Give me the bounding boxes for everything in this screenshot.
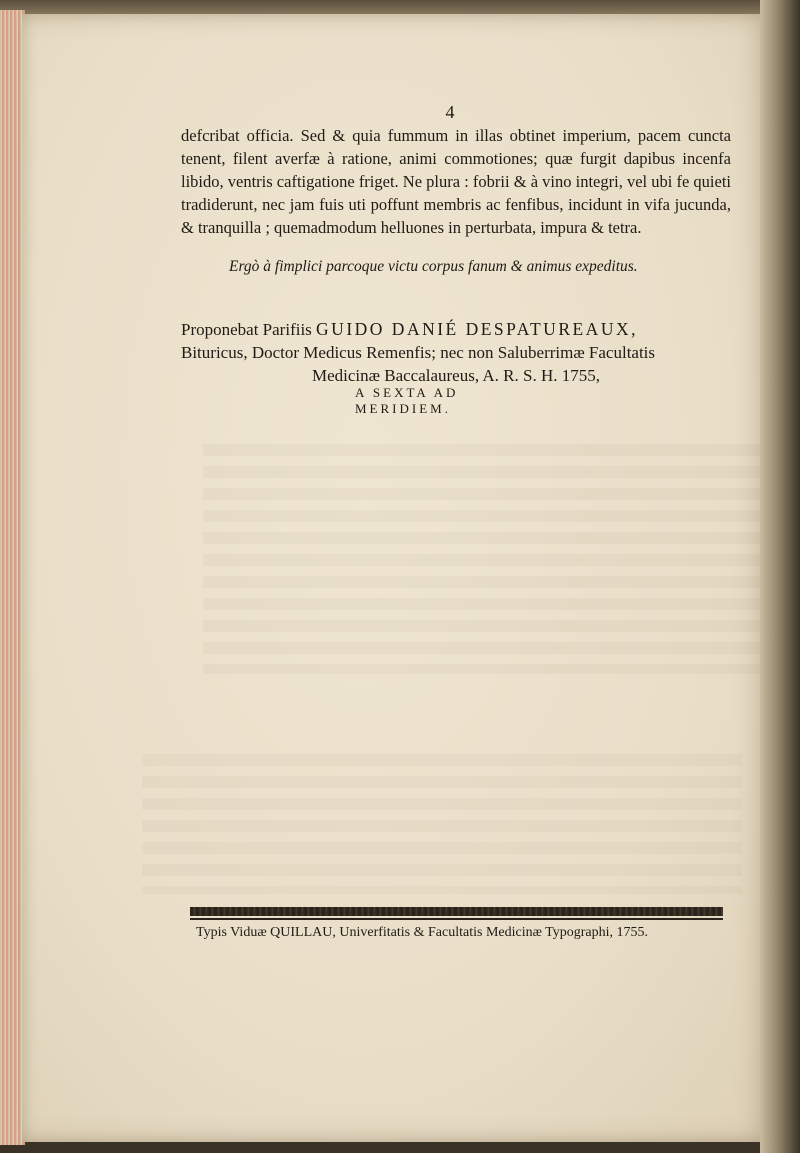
disputation-hour: A SEXTA AD MERIDIEM. xyxy=(355,385,459,416)
thesis-conclusion: Ergò à fimplici parcoque victu corpus fanum & animus expeditus. xyxy=(229,258,638,275)
page-number: 4 xyxy=(445,102,455,122)
show-through-text xyxy=(203,444,763,674)
proponent-prefix: Proponebat Parifiis xyxy=(181,320,312,339)
ornamental-rule xyxy=(190,907,723,916)
body-paragraph: defcribat officia. Sed & quia fummum in illas obtinet imperium, pacem cuncta tenent, filent averfæ à ratione, animi commotiones; quæ furgit dapibus incenfa libido, ventris caftigatione friget. Ne plura : fobrii & à vino integri, vel ubi fe quieti tradiderunt, nec jam fuis uti poffunt membris ac fenfibus, incidunt in vifa jucunda, & tranquilla ; quemadmodum helluones in perturbata, impura & tetra. xyxy=(181,126,731,237)
proponent-block xyxy=(181,318,731,387)
ornamental-rule-thin xyxy=(190,918,723,920)
proponent-line-1 xyxy=(181,318,731,341)
proponent-name: GUIDO DANIÉ DESPATUREAUX, xyxy=(316,319,638,339)
proponent-line-3: Medicinæ Baccalaureus, A. R. S. H. 1755, xyxy=(311,366,600,385)
printer-imprint: Typis Viduæ QUILLAU, Univerfitatis & Facultatis Medicinæ Typographi, 1755. xyxy=(196,925,649,940)
show-through-text-lower xyxy=(142,754,742,894)
book-gutter xyxy=(760,0,800,1153)
proponent-line-2: Bituricus, Doctor Medicus Remenfis; nec non Saluberrimæ Facultatis xyxy=(181,343,656,362)
